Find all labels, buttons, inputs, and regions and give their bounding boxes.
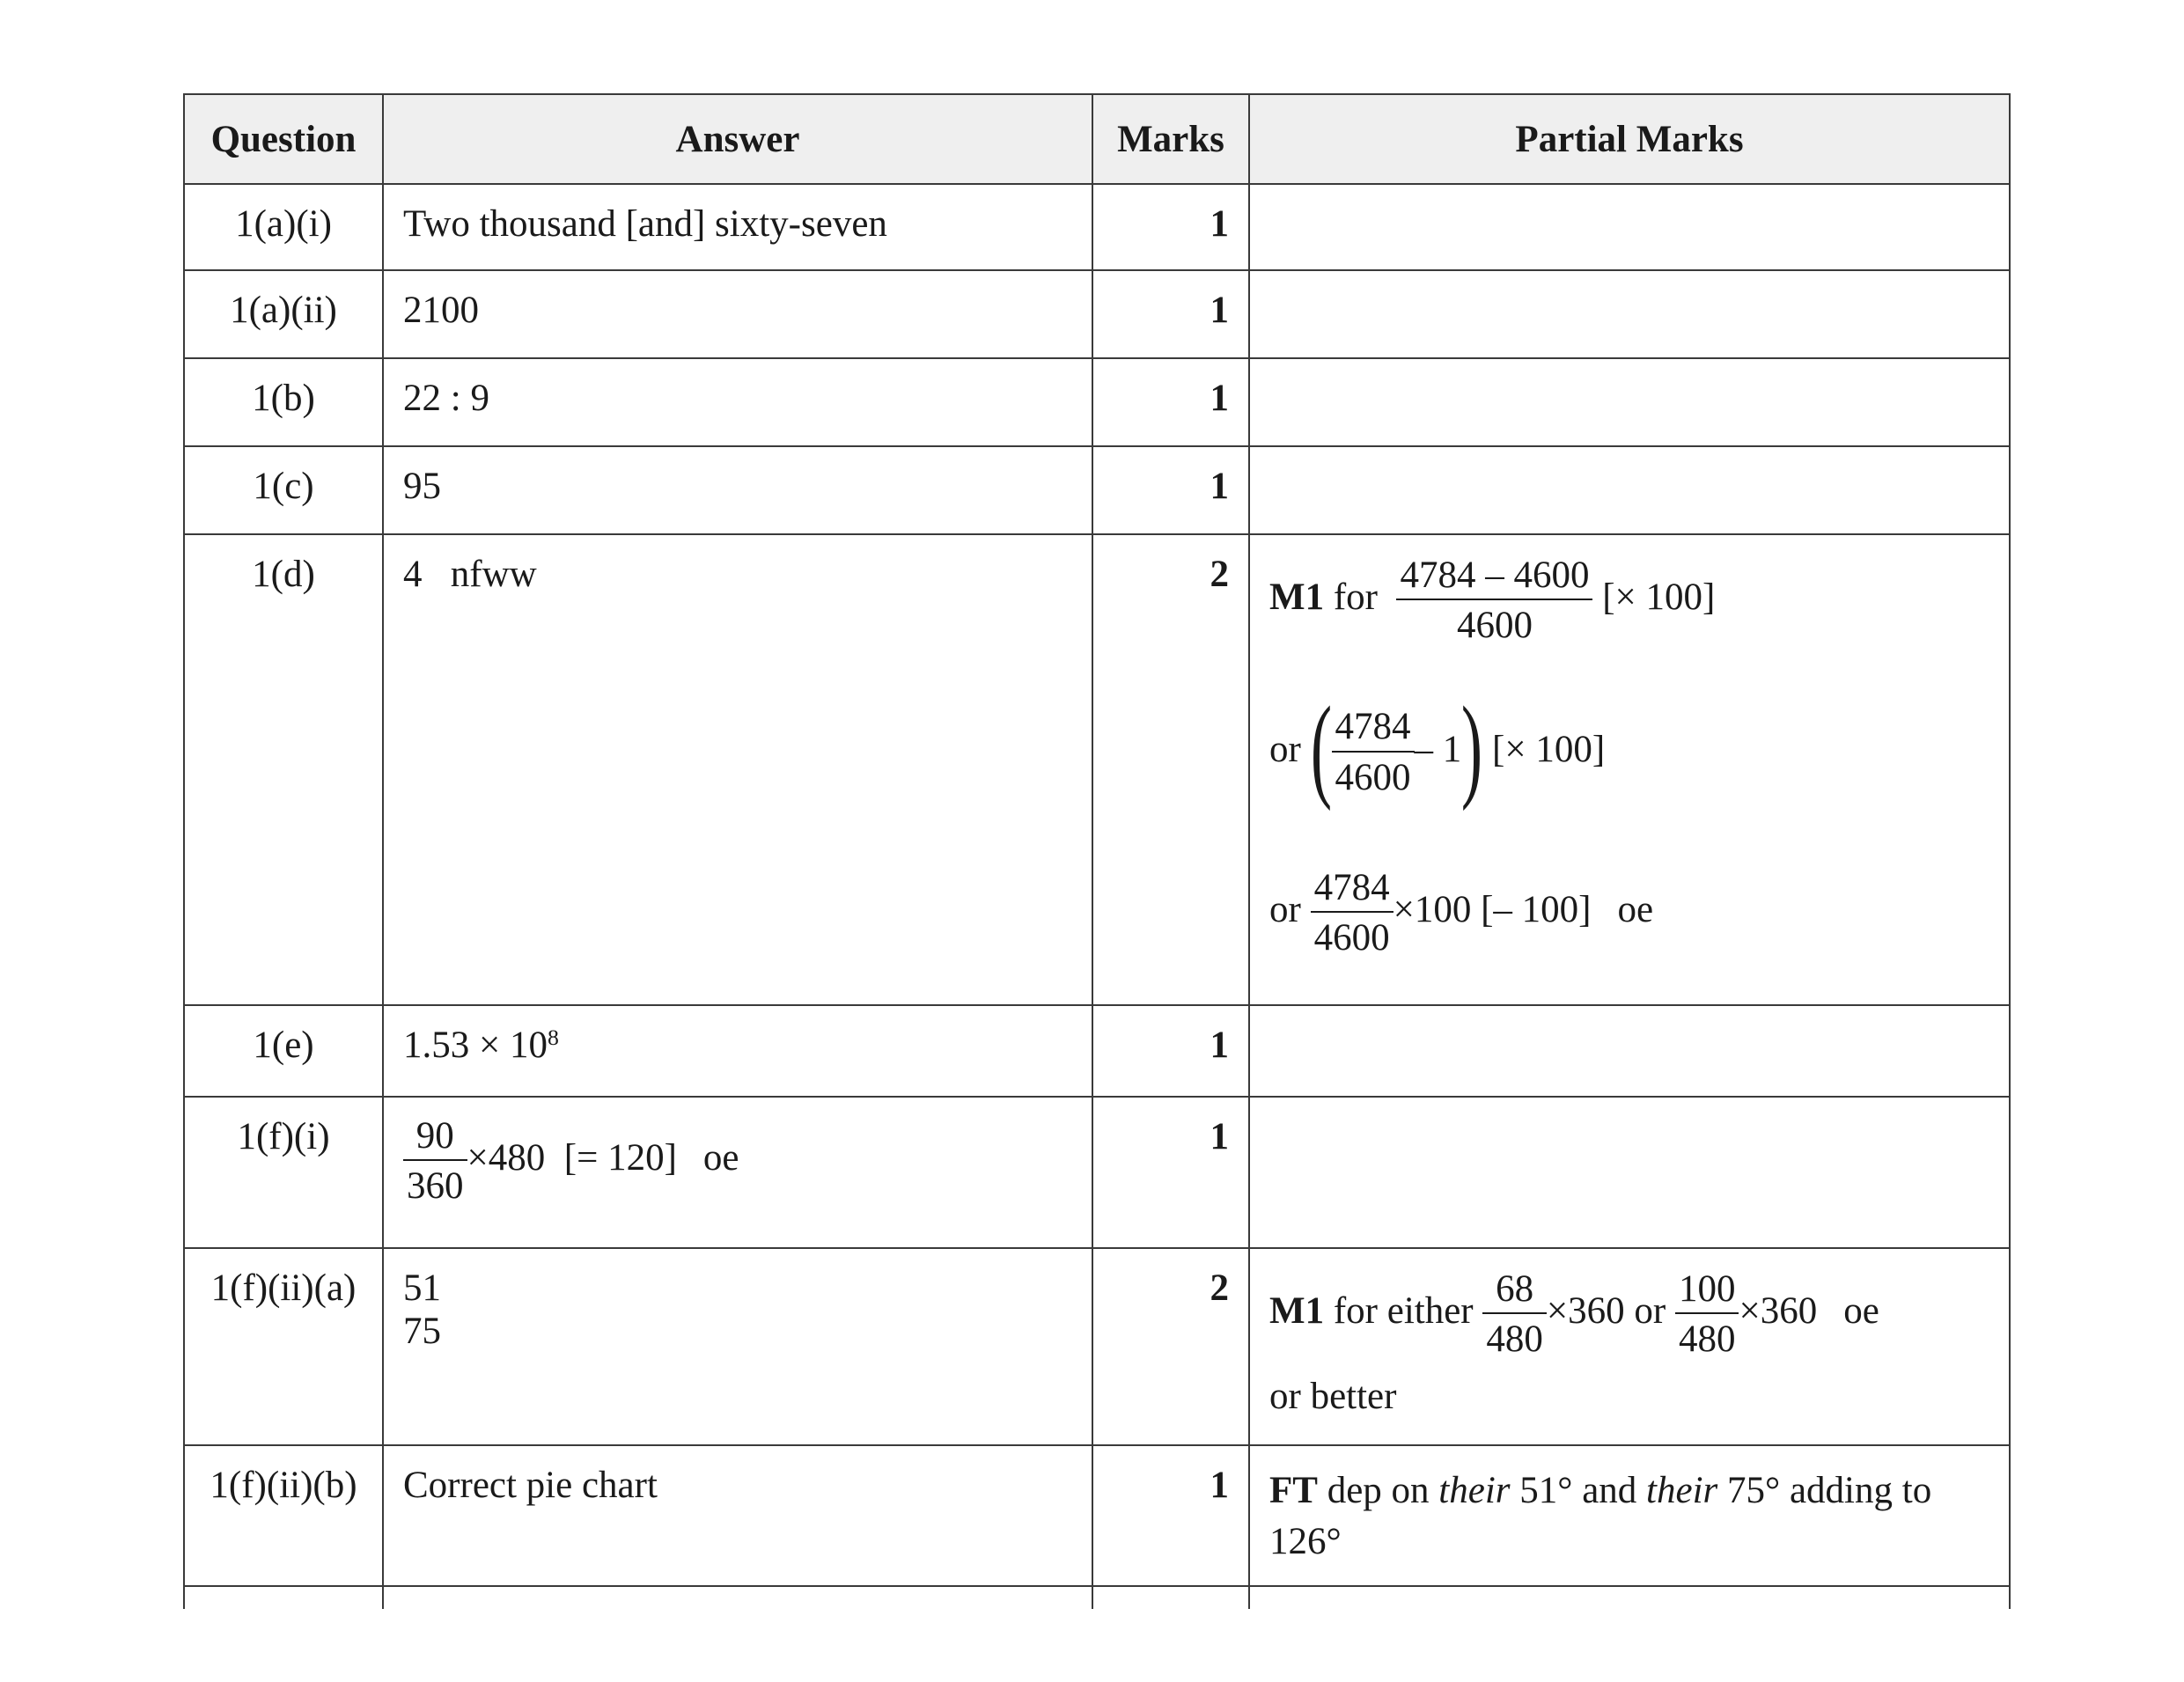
question-cell: 1(d) <box>184 534 383 1005</box>
denominator: 360 <box>407 1165 464 1208</box>
marks-cell: 2 <box>1092 1248 1249 1445</box>
partial-marks-cell <box>1249 1005 2010 1097</box>
table-row <box>184 1445 2010 1586</box>
ft-text: 51° and <box>1510 1470 1647 1511</box>
answer-cell <box>383 1248 1092 1445</box>
numerator: 90 <box>403 1115 467 1161</box>
answer-cell: 22 : 9 <box>383 358 1092 446</box>
times-text: ×360 <box>1739 1290 1818 1333</box>
answer-line-2: 75 <box>403 1311 441 1352</box>
method-line-3 <box>1269 867 1989 959</box>
mark-scheme-table <box>183 93 2011 1609</box>
empty-cell <box>1092 1586 1249 1609</box>
partial-marks-cell <box>1249 1445 2010 1586</box>
question-cell: 1(f)(ii)(a) <box>184 1248 383 1445</box>
table-row <box>184 184 2010 270</box>
header-row <box>184 94 2010 184</box>
numerator: 4784 <box>1332 706 1415 752</box>
partial-marks-cell <box>1249 358 2010 446</box>
marks-cell: 1 <box>1092 184 1249 270</box>
m1-label: M1 <box>1269 1290 1325 1333</box>
marks-cell: 1 <box>1092 358 1249 446</box>
answer-cell: Correct pie chart <box>383 1445 1092 1586</box>
fraction <box>1332 706 1415 798</box>
their-text: their <box>1438 1470 1511 1511</box>
question-cell: 1(a)(ii) <box>184 270 383 358</box>
ft-text: dep on <box>1317 1470 1439 1511</box>
header-question: Question <box>184 94 383 184</box>
numerator: 100 <box>1675 1268 1739 1314</box>
numerator: 4784 <box>1311 867 1393 913</box>
table-row <box>184 1005 2010 1097</box>
denominator: 480 <box>1486 1318 1543 1361</box>
table-row <box>184 1248 2010 1445</box>
marks-cell: 1 <box>1092 1445 1249 1586</box>
table-row <box>184 270 2010 358</box>
numerator: 4784 – 4600 <box>1396 555 1592 600</box>
marks-cell: 1 <box>1092 1005 1249 1097</box>
question-cell: 1(f)(i) <box>184 1097 383 1248</box>
table-row <box>184 534 2010 1005</box>
ft-text: 75° adding to 126° <box>1269 1470 1941 1563</box>
answer-cell: 95 <box>383 446 1092 534</box>
denominator: 4600 <box>1335 756 1411 798</box>
ft-label: FT <box>1269 1470 1318 1511</box>
question-cell: 1(c) <box>184 446 383 534</box>
fraction <box>1311 867 1393 959</box>
partial-marks-cell <box>1249 446 2010 534</box>
partial-marks-cell <box>1249 534 2010 1005</box>
fraction <box>403 1115 467 1208</box>
answer-cell <box>383 1097 1092 1248</box>
oe-text: oe <box>1843 1290 1879 1333</box>
standard-form-base: 1.53 × 10 <box>403 1025 548 1066</box>
marks-cell: 1 <box>1092 270 1249 358</box>
header-answer: Answer <box>383 94 1092 184</box>
answer-cell: 2100 <box>383 270 1092 358</box>
denominator: 480 <box>1678 1318 1736 1361</box>
table-row <box>184 446 2010 534</box>
marks-cell: 1 <box>1092 1097 1249 1248</box>
partial-marks-cell <box>1249 1248 2010 1445</box>
or-text: or <box>1269 728 1311 770</box>
empty-cell <box>1249 1586 2010 1609</box>
continuation-row <box>184 1586 2010 1609</box>
partial-marks-cell <box>1249 1097 2010 1248</box>
method-line-1 <box>1269 1268 1989 1361</box>
answer-cell: Two thousand [and] sixty-seven <box>383 184 1092 270</box>
method-line-2 <box>1269 681 1989 812</box>
question-cell: 1(f)(ii)(b) <box>184 1445 383 1586</box>
answer-expression <box>403 1115 1072 1208</box>
answer-cell <box>383 1005 1092 1097</box>
times-text: ×360 <box>1546 1290 1625 1333</box>
partial-marks-cell <box>1249 270 2010 358</box>
table-row <box>184 1097 2010 1248</box>
exponent: 8 <box>548 1024 559 1050</box>
header-partial-marks: Partial Marks <box>1249 94 2010 184</box>
minus-one: – 1 <box>1414 728 1462 770</box>
or-text: or <box>1269 888 1311 930</box>
question-cell: 1(e) <box>184 1005 383 1097</box>
oe-text: oe <box>1617 888 1654 930</box>
their-text: their <box>1646 1470 1718 1511</box>
right-paren: ) <box>1461 681 1483 812</box>
answer-line-1: 51 <box>403 1267 441 1309</box>
for-either-text: for either <box>1324 1290 1483 1333</box>
header-marks: Marks <box>1092 94 1249 184</box>
multiplier-text: [× 100] <box>1592 577 1716 619</box>
table-row <box>184 358 2010 446</box>
empty-cell <box>383 1586 1092 1609</box>
answer-cell: 4 nfww <box>383 534 1092 1005</box>
left-paren: ( <box>1310 681 1332 812</box>
m1-label: M1 <box>1269 577 1325 619</box>
or-better-text: or better <box>1269 1375 1397 1417</box>
oe-text: oe <box>702 1137 739 1179</box>
empty-cell <box>184 1586 383 1609</box>
method-line-1 <box>1269 555 1989 647</box>
denominator: 4600 <box>1456 605 1533 647</box>
marks-cell: 1 <box>1092 446 1249 534</box>
partial-marks-cell <box>1249 184 2010 270</box>
or-text: or <box>1624 1290 1675 1333</box>
fraction <box>1675 1268 1739 1361</box>
for-text: for <box>1324 577 1387 619</box>
multiplier-text: [× 100] <box>1482 728 1606 770</box>
question-cell: 1(a)(i) <box>184 184 383 270</box>
fraction <box>1396 555 1592 647</box>
marks-cell: 2 <box>1092 534 1249 1005</box>
fraction <box>1482 1268 1547 1361</box>
numerator: 68 <box>1482 1268 1547 1314</box>
multiplier-text: ×100 [– 100] <box>1393 888 1592 930</box>
denominator: 4600 <box>1313 916 1390 959</box>
expression-tail: ×480 [= 120] <box>467 1137 677 1179</box>
question-cell: 1(b) <box>184 358 383 446</box>
